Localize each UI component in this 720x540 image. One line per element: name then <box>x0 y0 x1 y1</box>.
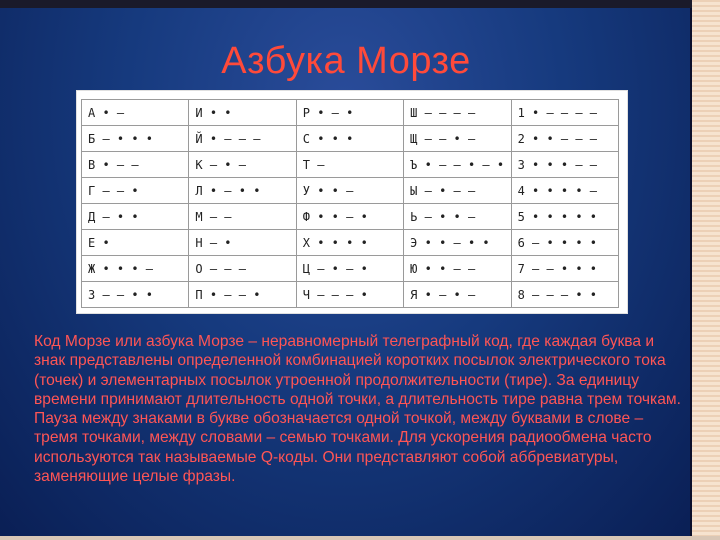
table-cell: 2 • • — — — <box>511 126 618 152</box>
table-cell: Щ — — • — <box>404 126 511 152</box>
table-row <box>82 256 619 282</box>
table-cell: Т — <box>296 152 403 178</box>
table-cell: 7 — — • • • <box>511 256 618 282</box>
table-cell: О — — — <box>189 256 296 282</box>
table-cell: Э • • — • • <box>404 230 511 256</box>
slide-top-bar <box>0 0 692 8</box>
table-cell: А • — <box>82 100 189 126</box>
table-cell: В • — — <box>82 152 189 178</box>
table-cell: Ц — • — • <box>296 256 403 282</box>
table-row <box>82 126 619 152</box>
morse-code-table <box>81 99 619 308</box>
table-cell: 6 — • • • • <box>511 230 618 256</box>
morse-description: Код Морзе или азбука Морзе – неравномерный телеграфный код, где каждая буква и знак представлены определенной комбинацией коротких посылок электрического тока (точек) и элементарных посылок утроенной продолжительности (тире). За единицу времени принимают длительность одной точки, а длительность тире равна трем точкам. Пауза между знаками в букве обозначается одной точкой, между буквами в слове – тремя точками, между словами – семью точками. Для ускорения радиообмена часто используются так называемые Q-коды. Они представляют собой аббревиатуры, заменяющие целые фразы. <box>34 333 681 486</box>
table-cell: Ф • • — • <box>296 204 403 230</box>
table-cell: П • — — • <box>189 282 296 308</box>
table-cell: Ю • • — — <box>404 256 511 282</box>
table-row <box>82 282 619 308</box>
table-cell: К — • — <box>189 152 296 178</box>
table-cell: Ъ • — — • — • <box>404 152 511 178</box>
table-cell: Е • <box>82 230 189 256</box>
table-cell: Ч — — — • <box>296 282 403 308</box>
table-cell: 3 • • • — — <box>511 152 618 178</box>
table-cell: Н — • <box>189 230 296 256</box>
table-cell: Г — — • <box>82 178 189 204</box>
table-cell: Х • • • • <box>296 230 403 256</box>
slide-title: Азбука Морзе <box>221 40 471 82</box>
table-cell: 5 • • • • • <box>511 204 618 230</box>
table-cell: И • • <box>189 100 296 126</box>
table-cell: Б — • • • <box>82 126 189 152</box>
table-row <box>82 178 619 204</box>
table-row <box>82 152 619 178</box>
table-cell: Ь — • • — <box>404 204 511 230</box>
table-cell: Р • — • <box>296 100 403 126</box>
table-cell: 1 • — — — — <box>511 100 618 126</box>
table-row <box>82 204 619 230</box>
morse-table-panel <box>76 90 628 314</box>
table-cell: Ш — — — — <box>404 100 511 126</box>
table-cell: Ы — • — — <box>404 178 511 204</box>
table-row <box>82 100 619 126</box>
morse-table-body <box>82 100 619 308</box>
table-cell: М — — <box>189 204 296 230</box>
table-cell: Й • — — — <box>189 126 296 152</box>
table-cell: У • • — <box>296 178 403 204</box>
window-right-edge <box>692 0 720 540</box>
table-cell: 8 — — — • • <box>511 282 618 308</box>
table-cell: Ж • • • — <box>82 256 189 282</box>
table-cell: С • • • <box>296 126 403 152</box>
table-cell: 4 • • • • — <box>511 178 618 204</box>
table-row <box>82 230 619 256</box>
window-bottom-edge <box>0 536 720 540</box>
table-cell: З — — • • <box>82 282 189 308</box>
table-cell: Л • — • • <box>189 178 296 204</box>
table-cell: Д — • • <box>82 204 189 230</box>
table-cell: Я • — • — <box>404 282 511 308</box>
